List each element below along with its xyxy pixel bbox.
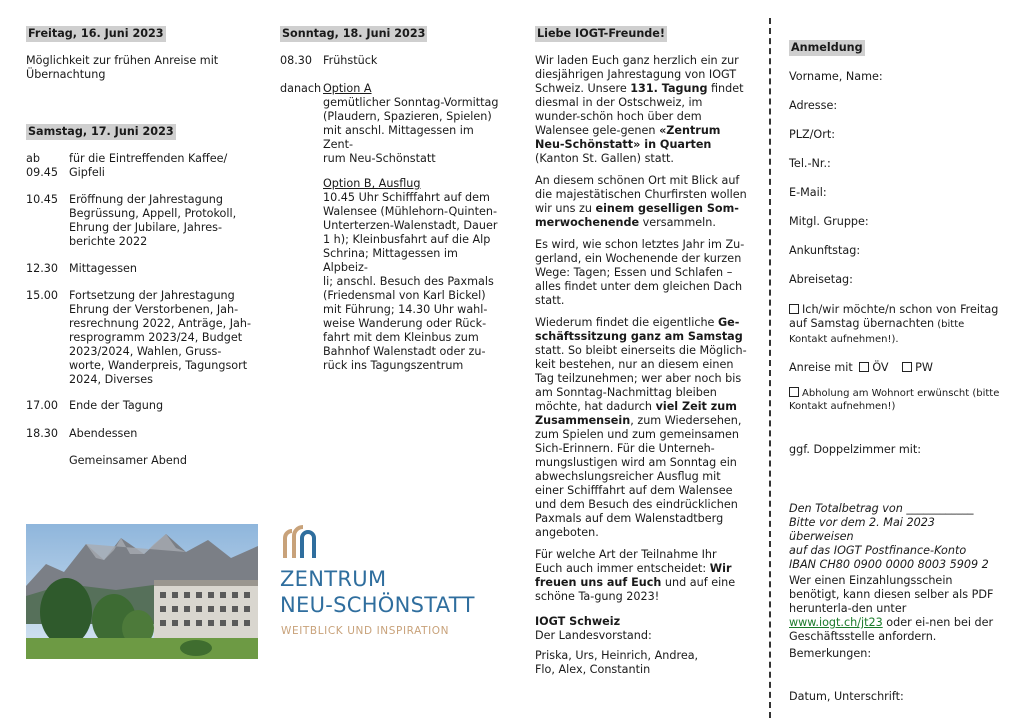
breakfast-time: 08.30 [280,54,313,67]
schedule-text: Ende der Tagung [69,399,164,412]
schedule-time: 17.00 [26,399,59,412]
download-link[interactable]: www.iogt.ch/jt23 [789,616,883,629]
schedule-text: Eröffnung der Jahrestagung Begrüssung, Appell, Protokoll, Ehrung der Jubilare, Jahres- berichte 2022 [69,193,237,248]
after-label: danach [280,82,322,95]
payment-instructions: Den Totalbetrag von ____________ Bitte vor dem 2. Mai 2023 überweisen auf das IOGT Postfinance-Konto IBAN CH80 0900 0000 8003 5909 2 [789,502,989,571]
breakfast-text: Frühstück [323,54,378,67]
column-invitation-letter [535,26,747,677]
letter-paragraph-1: Wir laden Euch ganz herzlich ein zur diesjährigen Jahrestagung von IOGT Schweiz. Unsere 131. Tagung findet diesmal in der Ostschweiz, im wunder-schön hoch über dem Walensee gele-genen «Zentrum Neu-Schönstatt» in Quarten (Kanton St. Gallen) statt. [535,54,744,165]
letter-paragraph-2: An diesem schönen Ort mit Blick auf die majestätischen Churfirsten wollen wir uns zu einem geselligen Som-merwochenende versammeln. [535,174,747,229]
option-b-text: 10.45 Uhr Schifffahrt auf dem Walensee (Mühlehorn-Quinten- Unterterzen-Walenstadt, Dauer 1 h); Kleinbusfahrt auf die Alp Schrina; Mittagessen im Alpbeiz- li; anschl. Besuch des Paxmals (Friedensmal von Karl Bickel) mit Führung; 14.30 Uhr wahl- weise Wanderung oder Rück- fahrt mit dem Kleinbus zum Bahnhof Walenstadt oder zu- rück ins Tagungszentrum [323,191,498,372]
schedule-text: Abendessen [69,427,138,440]
schedule-text: Gemeinsamer Abend [69,454,187,467]
logo-line1: ZENTRUM [280,567,387,591]
schedule-time: ab 09.45 [26,152,59,179]
friday-heading: Freitag, 16. Juni 2023 [28,27,164,40]
logo-line2: NEU-SCHÖNSTATT [280,593,475,617]
fold-line [769,18,771,718]
schedule-text: für die Eintreffenden Kaffee/ Gipfeli [69,152,228,179]
double-room-field[interactable]: ggf. Doppelzimmer mit: [789,443,922,456]
checkbox[interactable] [789,304,799,314]
venue-logo [280,522,510,642]
letter-paragraph-3: Es wird, wie schon letztes Jahr im Zu-gerland, ein Wochenende der kurzen Wege: Tagen; Essen und Schlafen – alles findet unter dem gleichen Dach statt. [535,238,745,307]
schedule-time: 18.30 [26,427,59,440]
letter-paragraph-5: Für welche Art der Teilnahme Ihr Euch auch immer entscheidet: Wir freuen uns auf Euch und auf eine schöne Ta-gung 2023! [535,548,736,603]
remarks-field[interactable]: Bemerkungen: [789,647,872,660]
option-b-title: Option B, Ausflug [323,177,421,190]
field-address[interactable]: Adresse: [789,99,838,112]
friday-text: Möglichkeit zur frühen Anreise mit Übernachtung [26,54,219,81]
signature-board: Der Landesvorstand: [535,629,652,642]
venue-photo-drawing [26,524,258,659]
registration-heading: Anmeldung [791,41,863,54]
checkbox[interactable] [789,387,799,397]
checkbox-public-transport[interactable] [859,362,869,372]
friday-checkbox-row[interactable]: Ich/wir möchte/n schon von Freitag auf Samstag übernachten (bitte Kontakt aufnehmen!). [789,303,999,345]
field-zip-city[interactable]: PLZ/Ort: [789,128,835,141]
letter-paragraph-4: Wiederum findet die eigentliche Ge-schäftssitzung ganz am Samstag statt. So bleibt einerseits die Möglich-keit bestehen, nur an diesem einen Tag teilzunehmen; wer aber noch bis am Sonntag-Nachmittag bleiben möchte, hat dadurch viel Zeit zum Zusammensein, zum Wiedersehen, zum Spielen und zum gemeinsamen Sich-Erinnern. Für die Unterneh-mungslustigen wird am Sonntag ein abwechslungsreicher Ausflug mit einer Schifffahrt auf dem Walensee und dem Besuch des eindrücklichen Paxmals auf dem Walenstadtberg angeboten. [535,316,747,539]
schedule-time: 12.30 [26,262,59,275]
saturday-heading: Samstag, 17. Juni 2023 [28,125,174,138]
pickup-checkbox-row[interactable]: Abholung am Wohnort erwünscht (bitte Kontakt aufnehmen!) [789,388,1000,412]
field-member-group[interactable]: Mitgl. Gruppe: [789,215,869,228]
option-a-text: gemütlicher Sonntag-Vormittag (Plaudern, Spazieren, Spielen) mit anschl. Mittagessen im Zent- rum Neu-Schönstatt [323,96,499,165]
logo-tagline: WEITBLICK UND INSPIRATION [281,625,450,637]
field-arrival-day[interactable]: Ankunftstag: [789,244,861,257]
sunday-heading: Sonntag, 18. Juni 2023 [282,27,426,40]
letter-heading: Liebe IOGT-Freunde! [537,27,665,40]
option-a-title: Option A [323,82,372,95]
schedule-text: Mittagessen [69,262,138,275]
field-departure-day[interactable]: Abreisetag: [789,273,853,286]
checkbox-car[interactable] [902,362,912,372]
payment-slip-info: Wer einen Einzahlungsschein benötigt, kann diesen selber als PDF herunterla-den unter www.iogt.ch/jt23 oder ei-nen bei der Geschäftsstelle anfordern. [789,574,994,643]
signature-organisation: IOGT Schweiz [535,615,621,628]
field-name[interactable]: Vorname, Name: [789,70,883,83]
arrival-mode-row: Anreise mit ÖV PW [789,361,933,374]
field-email[interactable]: E-Mail: [789,186,827,199]
schedule-text: Fortsetzung der Jahrestagung Ehrung der Verstorbenen, Jah- resrechnung 2022, Anträge, Jah- resprogramm 2023/24, Budget 2023/2024, Wahlen, Gruss- worte, Wanderpreis, Tagungsort 2024, Diverses [69,289,252,386]
signature-field[interactable]: Datum, Unterschrift: [789,690,904,703]
field-phone[interactable]: Tel.-Nr.: [789,157,831,170]
schedule-time: 15.00 [26,289,59,302]
schedule-time: 10.45 [26,193,59,206]
venue-photo [26,524,258,659]
logo-arch-icon [282,524,316,560]
signature-names: Priska, Urs, Heinrich, Andrea, Flo, Alex, Constantin [535,649,699,676]
